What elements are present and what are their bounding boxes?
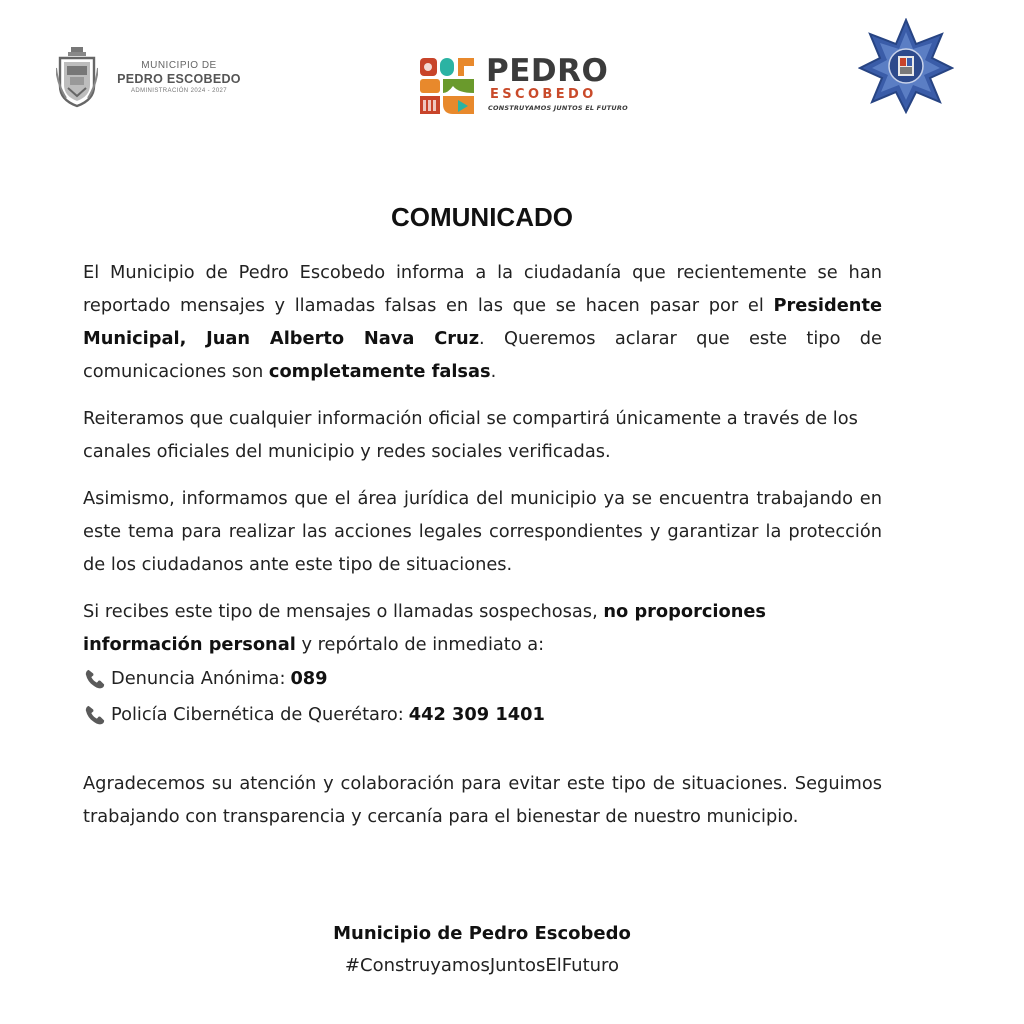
footer-hashtag: #ConstruyamosJuntosElFuturo	[344, 955, 620, 976]
contact-number: 442 309 1401	[408, 704, 545, 725]
municipality-logo-name: PEDRO ESCOBEDO	[117, 72, 241, 86]
brand-logo	[418, 53, 628, 116]
paragraph-5: Agradecemos su atención y colaboración para evitar este tipo de situaciones. Seguimos trabajando con transparencia y cercanía para el bienestar de nuestro municipio.	[83, 773, 882, 827]
contact-anonymous-report	[83, 661, 882, 697]
phone-icon	[83, 668, 107, 690]
phone-icon	[83, 704, 107, 726]
municipality-logo	[56, 46, 256, 110]
brand-logo-subtitle: ESCOBEDO	[490, 87, 597, 102]
paragraph-1-bold-b: completamente falsas	[268, 361, 491, 382]
municipality-logo-text	[104, 60, 254, 94]
municipality-logo-top: MUNICIPIO DE	[141, 60, 217, 71]
paragraph-1-text-a: El Municipio de Pedro Escobedo informa a la ciudadanía que recientemente se han reportado mensajes y llamadas falsas en las que se hacen pasar por el	[83, 262, 882, 316]
brand-logo-slogan: CONSTRUYAMOS JUNTOS EL FUTURO	[488, 104, 628, 112]
page-title: COMUNICADO	[391, 202, 573, 232]
paragraph-3: Asimismo, informamos que el área jurídica del municipio ya se encuentra trabajando en este tema para realizar las acciones legales correspondientes y garantizar la protección de los ciudadanos ante este tipo de situaciones.	[83, 488, 882, 575]
header	[0, 0, 1024, 130]
police-star-badge-icon	[858, 18, 954, 114]
footer-organization: Municipio de Pedro Escobedo	[333, 923, 631, 944]
communique-body	[83, 256, 882, 833]
paragraph-4-text-b: y repórtalo de inmediato a:	[295, 634, 545, 655]
coat-of-arms-icon	[56, 46, 98, 108]
contact-cyber-police	[83, 697, 882, 733]
paragraph-4-text-a: Si recibes este tipo de mensajes o llamadas sospechosas,	[83, 601, 604, 622]
paragraph-1-text-c: .	[490, 361, 497, 382]
paragraph-4	[83, 595, 882, 661]
brand-logo-name: PEDRO	[486, 53, 609, 89]
paragraph-1-bold-a: Presidente Municipal, Juan Alberto Nava Cruz	[83, 295, 882, 349]
contact-label: Denuncia Anónima:	[111, 668, 286, 689]
paragraph-2: Reiteramos que cualquier información oficial se compartirá únicamente a través de los canales oficiales del municipio y redes sociales verificadas.	[83, 408, 858, 462]
contact-label: Policía Cibernética de Querétaro:	[111, 704, 404, 725]
paragraph-1	[83, 256, 882, 388]
signature-footer	[0, 918, 964, 982]
brand-mark-icon	[418, 56, 478, 116]
paragraph-4-bold: no proporciones información personal	[83, 601, 767, 655]
paragraph-1-text-b: . Queremos aclarar que este tipo de comunicaciones son	[83, 328, 882, 382]
contact-number: 089	[290, 668, 328, 689]
municipality-logo-admin: ADMINISTRACIÓN 2024 - 2027	[130, 88, 228, 94]
